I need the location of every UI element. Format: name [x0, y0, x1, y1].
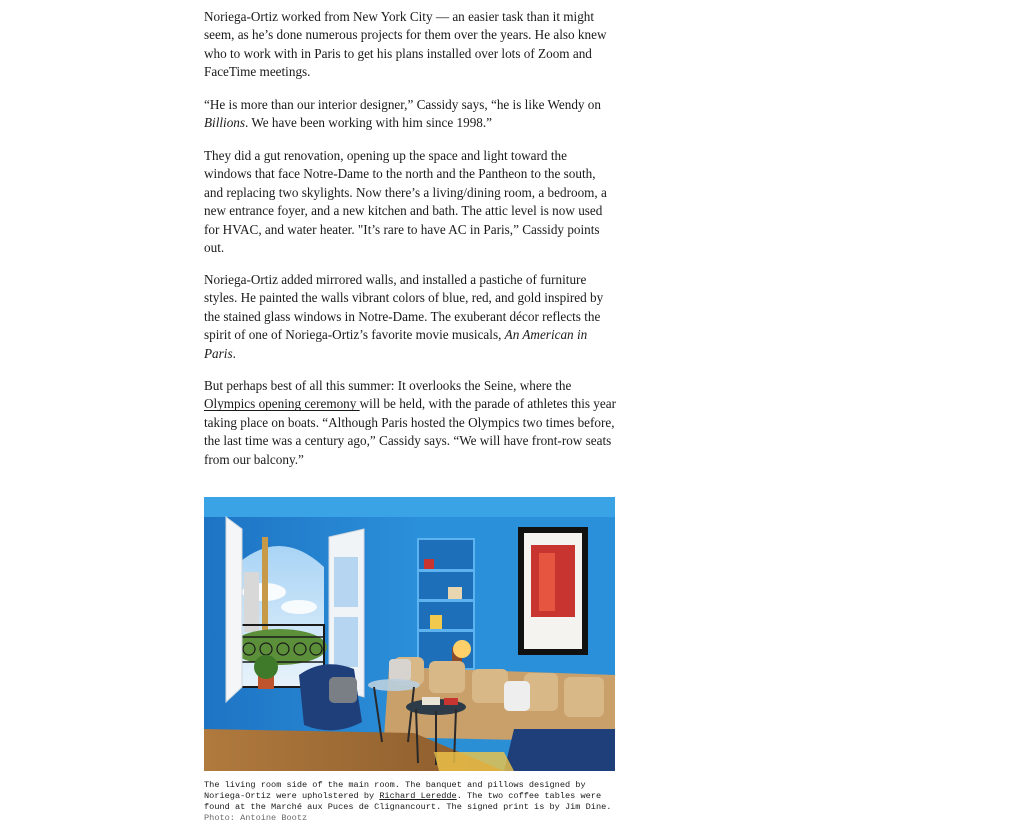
paragraph-text: But perhaps best of all this summer: It overlooks the Seine, where the: [204, 378, 572, 393]
caption-text: . The two coffee tables were found at the Marché aux Puces de Clignancourt. The signed print is by Jim Dine.: [204, 791, 612, 812]
paragraph: [204, 377, 616, 469]
paragraph-text: “He is more than our interior designer,” Cassidy says, “he is like Wendy on: [204, 97, 601, 112]
paragraph-text: will be held, with the parade of athletes this year taking place on boats. “Although Paris hosted the Olympics two times before, the last time was a century ago,” Cassidy says. “We will have front-row seats from our balcony.”: [204, 396, 616, 467]
paragraph: [204, 271, 616, 363]
living-room-photo: [204, 497, 615, 771]
paragraph: Noriega-Ortiz worked from New York City — an easier task than it might seem, as he’s done numerous projects for them over the years. He also knew who to work with in Paris to get his plans installed over lots of Zoom and FaceTime meetings.: [204, 9, 607, 80]
living-room-illustration: [204, 497, 615, 771]
show-title: Billions: [204, 115, 246, 131]
photo-caption: [204, 780, 615, 824]
photo-credit: Photo: Antoine Bootz: [204, 813, 308, 823]
paragraph: [204, 96, 616, 133]
richard-leredde-link[interactable]: Richard Leredde: [379, 791, 457, 801]
paragraph-text: Noriega-Ortiz added mirrored walls, and installed a pastiche of furniture styles. He painted the walls vibrant colors of blue, red, and gold inspired by the stained glass windows in Notre-Dame. The exuberant décor reflects the spirit of one of Noriega-Ortiz’s favorite movie musicals,: [204, 272, 604, 343]
olympics-ceremony-link[interactable]: Olympics opening ceremony: [204, 396, 360, 412]
article-figure: [204, 497, 615, 824]
paragraph: They did a gut renovation, opening up the space and light toward the windows that face Notre-Dame to the north and the Pantheon to the south, and replacing two skylights. Now there’s a living/dining room, a bedroom, a new entrance foyer, and a new kitchen and bath. The attic level is now used for HVAC, and water heater. "It’s rare to have AC in Paris,” Cassidy points out.: [204, 148, 607, 256]
paragraph-text: . We have been working with him since 1998.”: [245, 115, 493, 131]
movie-title: An American in Paris: [204, 327, 588, 361]
caption-text: The living room side of the main room. The banquet and pillows designed by Noriega-Ortiz were upholstered by: [204, 780, 586, 801]
paragraph-text: .: [232, 345, 236, 361]
